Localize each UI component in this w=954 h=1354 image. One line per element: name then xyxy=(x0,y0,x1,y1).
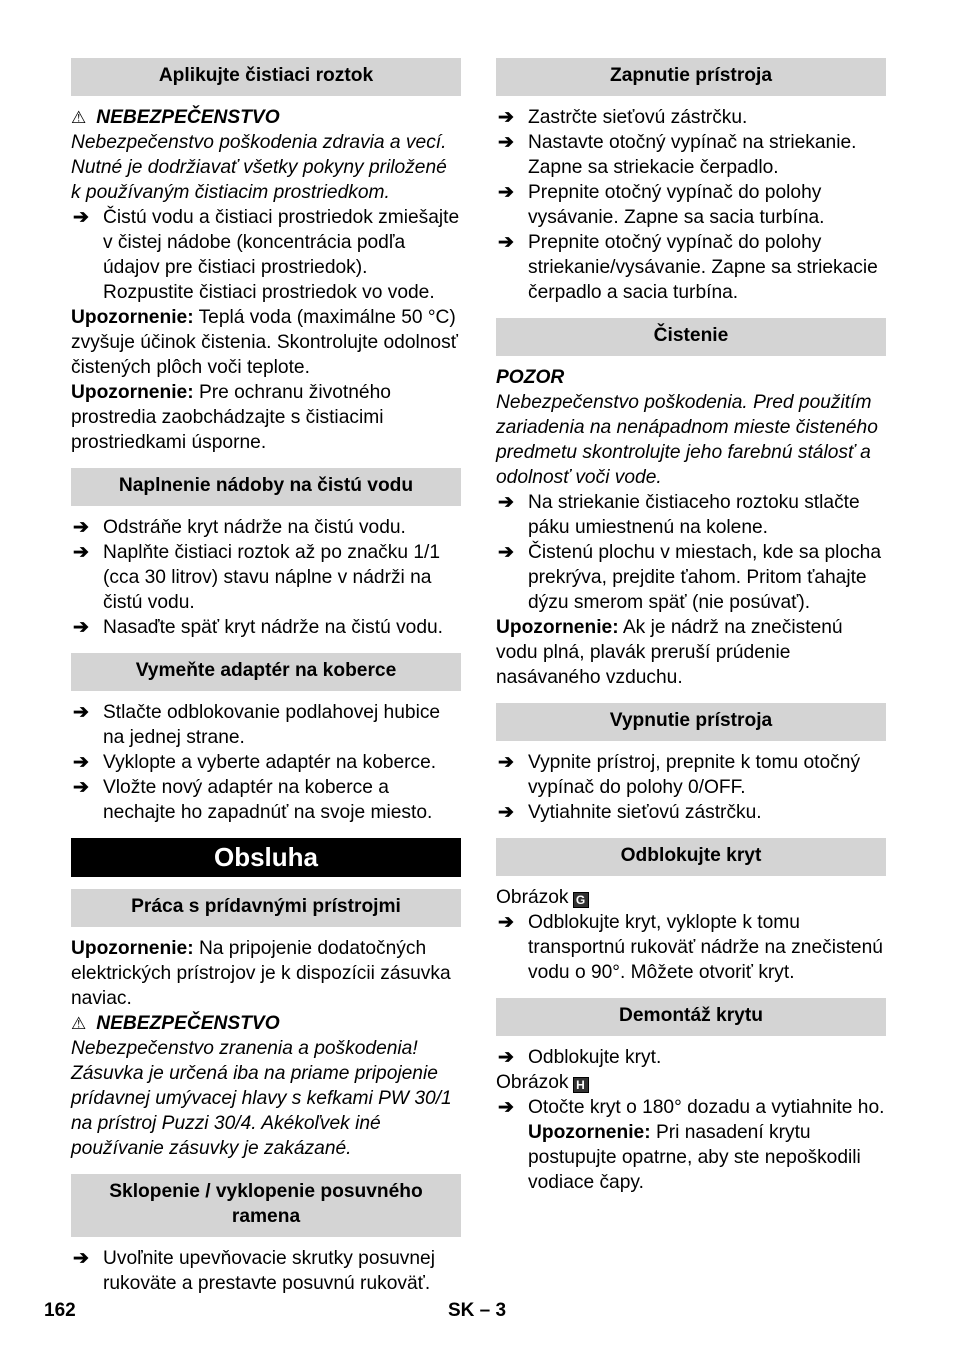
list-item: ➔ Vložte nový adaptér na koberce a nechajte ho zapadnúť na svoje miesto. xyxy=(73,777,433,823)
right-column xyxy=(496,58,886,1195)
list-item: ➔ Čistenú plochu v miestach, kde sa plocha prekrýva, prejdite ťahom. Pritom ťahajte dýzu smerom späť (nie posúvať). xyxy=(498,542,882,613)
note-paragraph: Upozornenie: Ak je nádrž na znečistenú vodu plná, plavák preruší prúdenie nasávaného vzduchu. xyxy=(496,617,843,688)
note-paragraph: Upozornenie: Pre ochranu životného prostredia zaobchádzajte s čistiacimi prostriedkami úsporne. xyxy=(71,382,391,453)
right-arrow-icon: ➔ xyxy=(73,1248,90,1269)
list-item: ➔ Odblokujte kryt, vyklopte k tomu transportnú rukoväť nádrže na znečistenú vodu o 90°. Môžete otvoriť kryt. xyxy=(498,912,883,983)
list-item: ➔ Čistú vodu a čistiaci prostriedok zmiešajte v čistej nádobe (koncentrácia podľa údajov pre čistiaci prostriedok). Rozpustite čistiaci prostriedok vo vode. xyxy=(73,207,460,303)
danger-heading: ⚠ NEBEZPEČENSTVO xyxy=(71,1013,280,1034)
right-arrow-icon: ➔ xyxy=(73,777,90,798)
list-item: ➔ Vypnite prístroj, prepnite k tomu otočný vypínač do polohy 0/OFF. xyxy=(498,752,861,798)
section-header-accessories: Práca s prídavnými prístrojmi xyxy=(71,889,461,927)
list-item: ➔ Nastavte otočný vypínač na striekanie. Zapne sa striekacie čerpadlo. xyxy=(498,132,857,178)
section-header-push-arm: Sklopenie / vyklopenie posuvného ramena xyxy=(71,1174,461,1237)
right-arrow-icon: ➔ xyxy=(498,107,515,128)
right-arrow-icon: ➔ xyxy=(498,1047,515,1068)
right-arrow-icon: ➔ xyxy=(498,182,515,203)
list-item: ➔ Prepnite otočný vypínač do polohy vysávanie. Zapne sa sacia turbína. xyxy=(498,182,825,228)
right-arrow-icon: ➔ xyxy=(498,802,515,823)
danger-heading: ⚠ NEBEZPEČENSTVO xyxy=(71,107,280,128)
caution-heading: POZOR xyxy=(496,367,565,388)
right-arrow-icon: ➔ xyxy=(73,617,90,638)
list-item: ➔ Nasaďte späť kryt nádrže na čistú vodu. xyxy=(73,617,444,638)
warning-triangle-icon: ⚠ xyxy=(71,108,87,127)
section-header-switch-on: Zapnutie prístroja xyxy=(496,58,886,96)
right-arrow-icon: ➔ xyxy=(73,702,90,723)
right-arrow-icon: ➔ xyxy=(498,492,515,513)
section-header-carpet-adapter: Vymeňte adaptér na koberce xyxy=(71,653,461,691)
left-column xyxy=(71,58,461,1296)
note-paragraph: Upozornenie: Teplá voda (maximálne 50 °C) zvyšuje účinok čistenia. Skontrolujte odolnosť čistených plôch voči teplote. xyxy=(71,307,458,378)
section-header-cleaning: Čistenie xyxy=(496,318,886,356)
list-item: ➔ Na striekanie čistiaceho roztoku stlačte páku umiestnenú na kolene. xyxy=(498,492,860,538)
section-header-remove-cover: Demontáž krytu xyxy=(496,998,886,1036)
section-header-fill-tank: Naplnenie nádoby na čistú vodu xyxy=(71,468,461,506)
right-arrow-icon: ➔ xyxy=(498,542,515,563)
page-number: 162 xyxy=(44,1300,76,1321)
section-header-apply-solution: Aplikujte čistiaci roztok xyxy=(71,58,461,96)
figure-reference: Obrázok G xyxy=(496,885,886,910)
list-item: ➔ Prepnite otočný vypínač do polohy striekanie/vysávanie. Zapne sa striekacie čerpadlo a sacia turbína. xyxy=(498,232,878,303)
danger-text: Nebezpečenstvo zranenia a poškodenia! Zásuvka je určená iba na priame pripojenie prídavnej umývacej hlavy s kefkami PW 30/1 na prístroj Puzzi 30/4. Akékoľvek iné používanie zásuvky je zakázané. xyxy=(71,1038,452,1159)
right-arrow-icon: ➔ xyxy=(498,132,515,153)
list-item: ➔ Odstráňe kryt nádrže na čistú vodu. xyxy=(73,517,406,538)
warning-triangle-icon: ⚠ xyxy=(71,1014,87,1033)
figure-reference: Obrázok H xyxy=(496,1070,886,1095)
right-arrow-icon: ➔ xyxy=(73,752,90,773)
note-paragraph: Upozornenie: Pri nasadení krytu postupujte opatrne, aby ste nepoškodili vodiace čapy. xyxy=(528,1122,861,1193)
list-item: ➔ Stlačte odblokovanie podlahovej hubice na jednej strane. xyxy=(73,702,441,748)
right-arrow-icon: ➔ xyxy=(498,752,515,773)
list-item: ➔ Otočte kryt o 180° dozadu a vytiahnite ho. xyxy=(498,1097,885,1118)
section-reference: SK – 3 xyxy=(448,1300,507,1321)
note-paragraph: Upozornenie: Na pripojenie dodatočných elektrických prístrojov je k dispozícii zásuvka naviac. xyxy=(71,938,451,1009)
section-header-unlock-cover: Odblokujte kryt xyxy=(496,838,886,876)
right-arrow-icon: ➔ xyxy=(73,517,90,538)
figure-letter-badge: G xyxy=(573,892,589,908)
caution-text: Nebezpečenstvo poškodenia. Pred použitím zariadenia na nenápadnom mieste čisteného predmetu skontrolujte jeho farebnú stálosť a odolnosť voči vode. xyxy=(496,392,878,488)
right-arrow-icon: ➔ xyxy=(498,1097,515,1118)
chapter-title: Obsluha xyxy=(71,838,461,877)
danger-text: Nebezpečenstvo poškodenia zdravia a vecí. Nutné je dodržiavať všetky pokyny priložené k používaným čistiacim prostriedkom. xyxy=(71,132,447,203)
right-arrow-icon: ➔ xyxy=(73,207,90,228)
figure-letter-badge: H xyxy=(573,1077,589,1093)
right-arrow-icon: ➔ xyxy=(73,542,90,563)
list-item: ➔ Naplňte čistiaci roztok až po značku 1/1 (cca 30 litrov) stavu náplne v nádrži na čistú vodu. xyxy=(73,542,441,613)
right-arrow-icon: ➔ xyxy=(498,232,515,253)
section-header-switch-off: Vypnutie prístroja xyxy=(496,703,886,741)
list-item: ➔ Odblokujte kryt. xyxy=(498,1047,662,1068)
list-item: ➔ Uvoľnite upevňovacie skrutky posuvnej rukoväte a prestavte posuvnú rukoväť. xyxy=(73,1248,435,1294)
right-arrow-icon: ➔ xyxy=(498,912,515,933)
list-item: ➔ Zastrčte sieťovú zástrčku. xyxy=(498,107,748,128)
list-item: ➔ Vyklopte a vyberte adaptér na koberce. xyxy=(73,752,437,773)
list-item: ➔ Vytiahnite sieťovú zástrčku. xyxy=(498,802,762,823)
